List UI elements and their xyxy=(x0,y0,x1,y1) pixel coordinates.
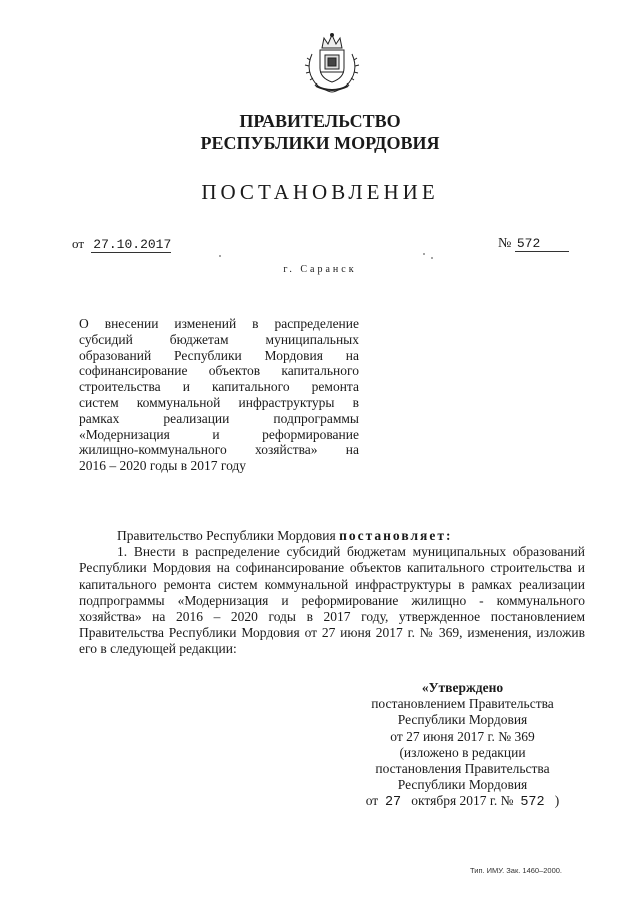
approval-date-day: 27 xyxy=(384,795,402,811)
resolution-body xyxy=(79,528,585,658)
subject-block xyxy=(79,316,359,474)
city: г. Саранск xyxy=(283,264,357,275)
document-type: ПОСТАНОВЛЕНИЕ xyxy=(201,180,439,204)
approval-head: «Утверждено xyxy=(421,680,504,695)
subject-line: рамках реализации подпрограммы xyxy=(79,410,359,426)
date-value: 27.10.2017 xyxy=(93,237,172,252)
approval-line-date xyxy=(340,793,585,811)
number-prefix: № xyxy=(498,236,512,251)
subject-line: систем коммунальной инфраструктуры в xyxy=(79,394,359,410)
subject-line: О внесении изменений в распределение xyxy=(79,316,359,331)
approval-line: постановлением Правительства xyxy=(371,696,554,712)
approval-date-mid: октября 2017 г. № xyxy=(411,793,514,809)
approval-line: Республики Мордовия xyxy=(397,777,528,793)
approval-line: постановления Правительства xyxy=(375,761,550,777)
resolution-intro xyxy=(79,528,585,544)
subject-line: строительства и капитального ремонта xyxy=(79,379,359,395)
subject-line: образований Республики Мордовия на xyxy=(79,347,359,363)
number-field xyxy=(498,236,569,252)
resolution-verb: постановляет: xyxy=(339,528,453,543)
subject-line: софинансирование объектов капитального xyxy=(79,363,359,379)
approval-date-end: ) xyxy=(554,793,560,809)
coat-of-arms-icon xyxy=(300,32,364,94)
resolution-paragraph-1: 1. Внести в распределение субсидий бюджетам муниципальных образований Республики Мордовия на софинансирование объектов капитального строительства и капитального ремонта систем коммунальной инфраструктуры в рамках реализации подпрограммы «Модернизация и реформирование жилищно - коммунального хозяйства» на 2016 – 2020 годы в 2017 году, утвержденное постановлением Правительства Республики Мордовия от 27 июня 2017 г. № 369, изменения, изложив его в следующей редакции: xyxy=(79,544,585,657)
scan-speck xyxy=(423,253,425,255)
approval-line: от 27 июня 2017 г. № 369 xyxy=(390,728,535,744)
approval-date-number: 572 xyxy=(520,795,545,811)
org-name-line1: ПРАВИТЕЛЬСТВО xyxy=(239,111,401,131)
resolution-intro-text: Правительство Республики Мордовия xyxy=(117,528,336,543)
approval-line: (изложено в редакции xyxy=(399,744,526,760)
approval-stamp xyxy=(340,680,585,812)
date-prefix: от xyxy=(72,236,85,251)
subject-line: жилищно-коммунального хозяйства» на xyxy=(79,442,359,458)
approval-line: Республики Мордовия xyxy=(397,712,528,728)
date-field xyxy=(72,236,171,253)
scan-speck xyxy=(219,255,221,257)
subject-line: «Модернизация и реформирование xyxy=(79,426,359,442)
approval-date-prefix: от xyxy=(365,793,379,809)
scan-speck xyxy=(431,257,433,259)
subject-line: субсидий бюджетам муниципальных xyxy=(79,331,359,347)
number-value: 572 xyxy=(515,236,569,252)
print-footer: Тип. ИМУ. Зак. 1460–2000. xyxy=(470,866,563,875)
subject-line: 2016 – 2020 годы в 2017 году xyxy=(79,458,247,474)
org-name-line2: РЕСПУБЛИКИ МОРДОВИЯ xyxy=(200,133,440,153)
